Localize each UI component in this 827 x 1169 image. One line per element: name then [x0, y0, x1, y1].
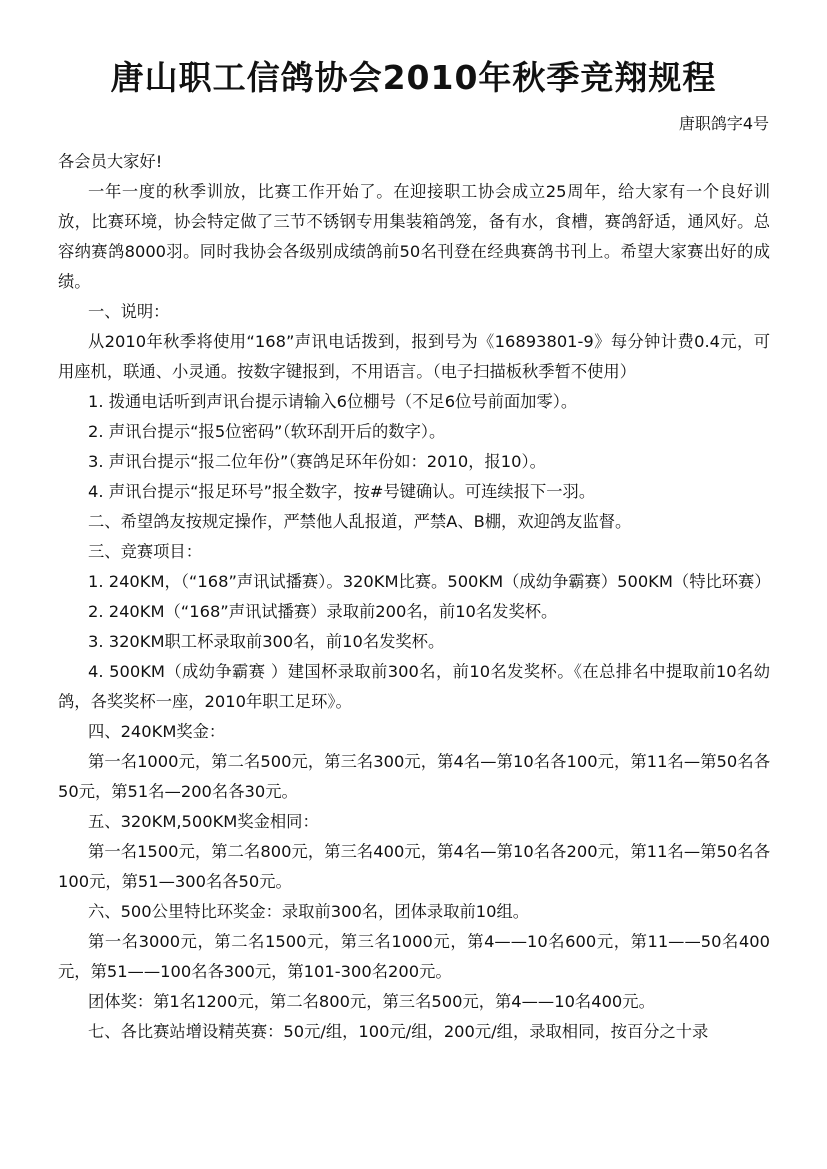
paragraph: 3. 320KM职工杯录取前300名，前10名发奖杯。: [88, 632, 445, 651]
paragraph: 第一名1000元，第二名500元，第三名300元，第4名—第10名各100元，第11名—第50名各50元，第51名—200名各30元。: [58, 752, 770, 801]
paragraph: 一、说明：: [88, 302, 170, 321]
document-number: 唐职鸽字4号: [678, 114, 769, 133]
paragraph: 五、320KM,500KM奖金相同：: [88, 812, 319, 831]
document-title: 唐山职工信鸽协会2010年秋季竞翔规程: [110, 58, 717, 97]
paragraph: 第一名1500元，第二名800元，第三名400元，第4名—第10名各200元，第11名—第50名各100元，第51—300名各50元。: [58, 842, 770, 891]
paragraph: 第一名3000元，第二名1500元，第三名1000元，第4——10名600元，第11——50名400元，第51——100名各300元，第101-300名200元。: [58, 932, 770, 981]
paragraph: 4. 声讯台提示“报足环号”报全数字，按#号键确认。可连续报下一羽。: [88, 482, 596, 501]
document-body: [58, 147, 770, 1047]
paragraph: 团体奖：第1名1200元，第二名800元，第三名500元，第4——10名400元。: [88, 992, 655, 1011]
paragraph: 3. 声讯台提示“报二位年份”（赛鸽足环年份如：2010，报10）。: [88, 452, 546, 471]
paragraph: 1. 240KM，（“168”声讯试播赛）。320KM比赛。500KM（成幼争霸赛）500KM（特比环赛）: [88, 572, 771, 591]
paragraph: 二、希望鸽友按规定操作，严禁他人乱报道，严禁A、B棚，欢迎鸽友监督。: [88, 512, 632, 531]
paragraph: 2. 声讯台提示“报5位密码”（软环刮开后的数字）。: [88, 422, 446, 441]
paragraph: 从2010年秋季将使用“168”声讯电话拨到，报到号为《16893801-9》每分钟计费0.4元，可用座机，联通、小灵通。按数字键报到，不用语言。（电子扫描板秋季暂不使用）: [58, 332, 770, 381]
paragraph: 七、各比赛站增设精英赛：50元/组，100元/组，200元/组，录取相同，按百分之十录: [88, 1022, 709, 1041]
paragraph: 六、500公里特比环奖金：录取前300名，团体录取前10组。: [88, 902, 530, 921]
greeting: 各会员大家好!: [58, 152, 163, 171]
paragraph: 四、240KM奖金：: [88, 722, 226, 741]
paragraph: 1. 拨通电话听到声讯台提示请输入6位棚号（不足6位号前面加零）。: [88, 392, 578, 411]
paragraph: 三、竞赛项目：: [88, 542, 202, 561]
paragraph: 2. 240KM（“168”声讯试播赛）录取前200名，前10名发奖杯。: [88, 602, 558, 621]
paragraph: 一年一度的秋季训放，比赛工作开始了。在迎接职工协会成立25周年，给大家有一个良好训放，比赛环境，协会特定做了三节不锈钢专用集装箱鸽笼，备有水，食槽，赛鸽舒适，通风好。总容纳赛鸽8000羽。同时我协会各级别成绩鸽前50名刊登在经典赛鸽书刊上。希望大家赛出好的成绩。: [58, 182, 770, 291]
paragraph: 4. 500KM（成幼争霸赛 ）建国杯录取前300名，前10名发奖杯。《在总排名中提取前10名幼鸽，各奖奖杯一座，2010年职工足环》。: [58, 662, 770, 711]
